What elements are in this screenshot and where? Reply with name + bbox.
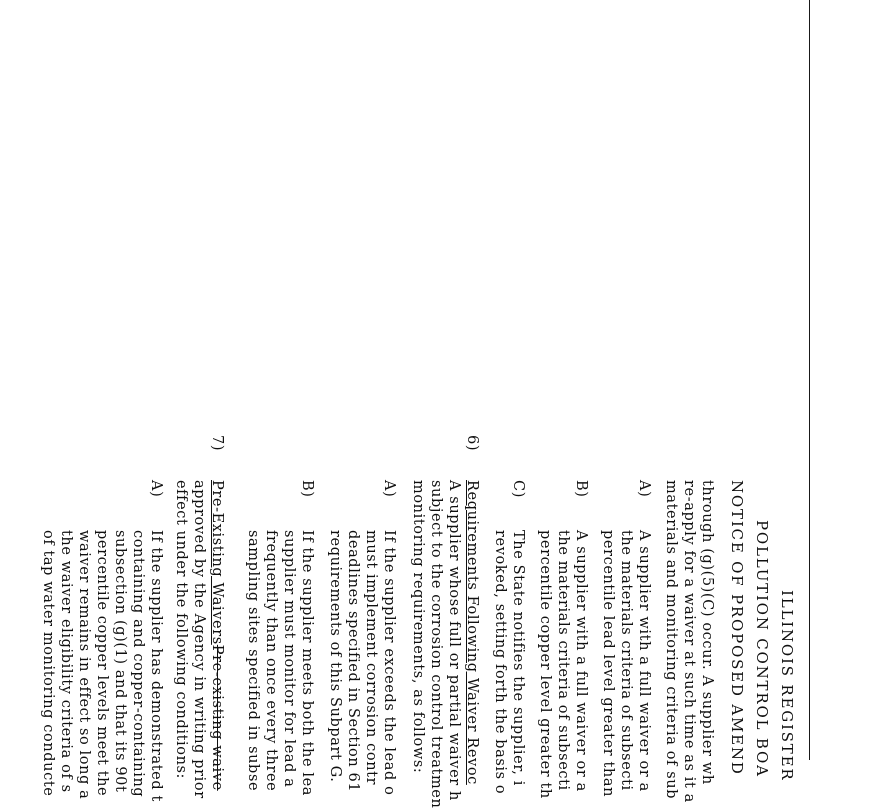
- item-a-label: A): [636, 480, 652, 498]
- rotated-document-page: [40, 0, 890, 808]
- section-6a-line-4: requirements of this Subpart G.: [327, 530, 343, 783]
- section-6b-label: B): [299, 480, 315, 498]
- section-6-line-1: A supplier whose full or partial waiver h: [446, 480, 462, 801]
- section-6a-label: A): [381, 480, 397, 498]
- section-7a-label: A): [148, 480, 164, 498]
- section-6b-line-3: frequently than once every three: [263, 530, 279, 792]
- section-7a-line-1: If the supplier has demonstrated t: [148, 530, 164, 802]
- section-6a-line-2: must implement corrosion contr: [363, 530, 379, 786]
- section-6a-line-1: If the supplier exceeds the lead o: [381, 530, 397, 796]
- section-7-title: [209, 480, 225, 791]
- section-7-line-2: effect under the following conditions:: [173, 480, 189, 780]
- item-c-line-1: The State notifies the supplier, i: [510, 530, 526, 786]
- section-6-line-2: subject to the corrosion control treatmen: [428, 480, 444, 808]
- item-b-line-1: A supplier with a full waiver or a: [573, 530, 589, 792]
- item-a-line-3: percentile lead level greater than: [600, 530, 616, 798]
- register-title: ILLINOIS REGISTER: [778, 590, 796, 782]
- section-7-title-deleted: Pre-existing waive: [209, 644, 225, 791]
- section-7-line-1: approved by the Agency in writing prior: [191, 480, 207, 799]
- intro-line-2: re-apply for a waiver at such time as it a: [681, 480, 697, 803]
- section-7a-line-5: waiver remains in effect so long a: [76, 530, 92, 800]
- section-6-title: Requirements Following Waiver Revoc: [464, 480, 480, 785]
- board-title: POLLUTION CONTROL BOA: [753, 520, 771, 778]
- section-7-number: 7): [209, 435, 225, 452]
- item-a-line-1: A supplier with a full waiver or a: [636, 530, 652, 792]
- section-7a-line-7: of tap water monitoring conducte: [40, 530, 56, 797]
- item-c-label: C): [510, 480, 526, 498]
- section-7a-line-3: subsection (g)(1) and that its 90t: [112, 530, 128, 793]
- item-c-line-2: revoked, setting forth the basis o: [492, 530, 508, 795]
- section-7-title-inserted: Pre-Existing Waivers: [209, 480, 225, 645]
- section-6a-line-3: deadlines specified in Section 61: [345, 530, 361, 793]
- intro-line-1: through (g)(5)(C) occur. A supplier wh: [699, 480, 715, 785]
- section-7a-line-2: containing and copper-containing: [130, 530, 146, 798]
- notice-title: NOTICE OF PROPOSED AMEND: [728, 480, 746, 776]
- item-b-line-2: the materials criteria of subsecti: [555, 530, 571, 791]
- section-6b-line-4: sampling sites specified in subse: [245, 530, 261, 792]
- section-6b-line-1: If the supplier meets both the lea: [299, 530, 315, 796]
- section-7a-line-4: percentile copper levels meet the: [94, 530, 110, 797]
- section-6-number: 6): [464, 435, 480, 452]
- section-6b-line-2: supplier must monitor for lead a: [281, 530, 297, 788]
- section-7a-line-6: the waiver eligibility criteria of s: [58, 530, 74, 793]
- item-a-line-2: the materials criteria of subsecti: [618, 530, 634, 791]
- intro-line-3: materials and monitoring criteria of sub: [663, 480, 679, 800]
- section-6-line-3: monitoring requirements, as follows:: [410, 480, 426, 774]
- item-b-line-3: percentile copper level greater th: [537, 530, 553, 799]
- header-rule: [809, 0, 810, 760]
- item-b-label: B): [573, 480, 589, 498]
